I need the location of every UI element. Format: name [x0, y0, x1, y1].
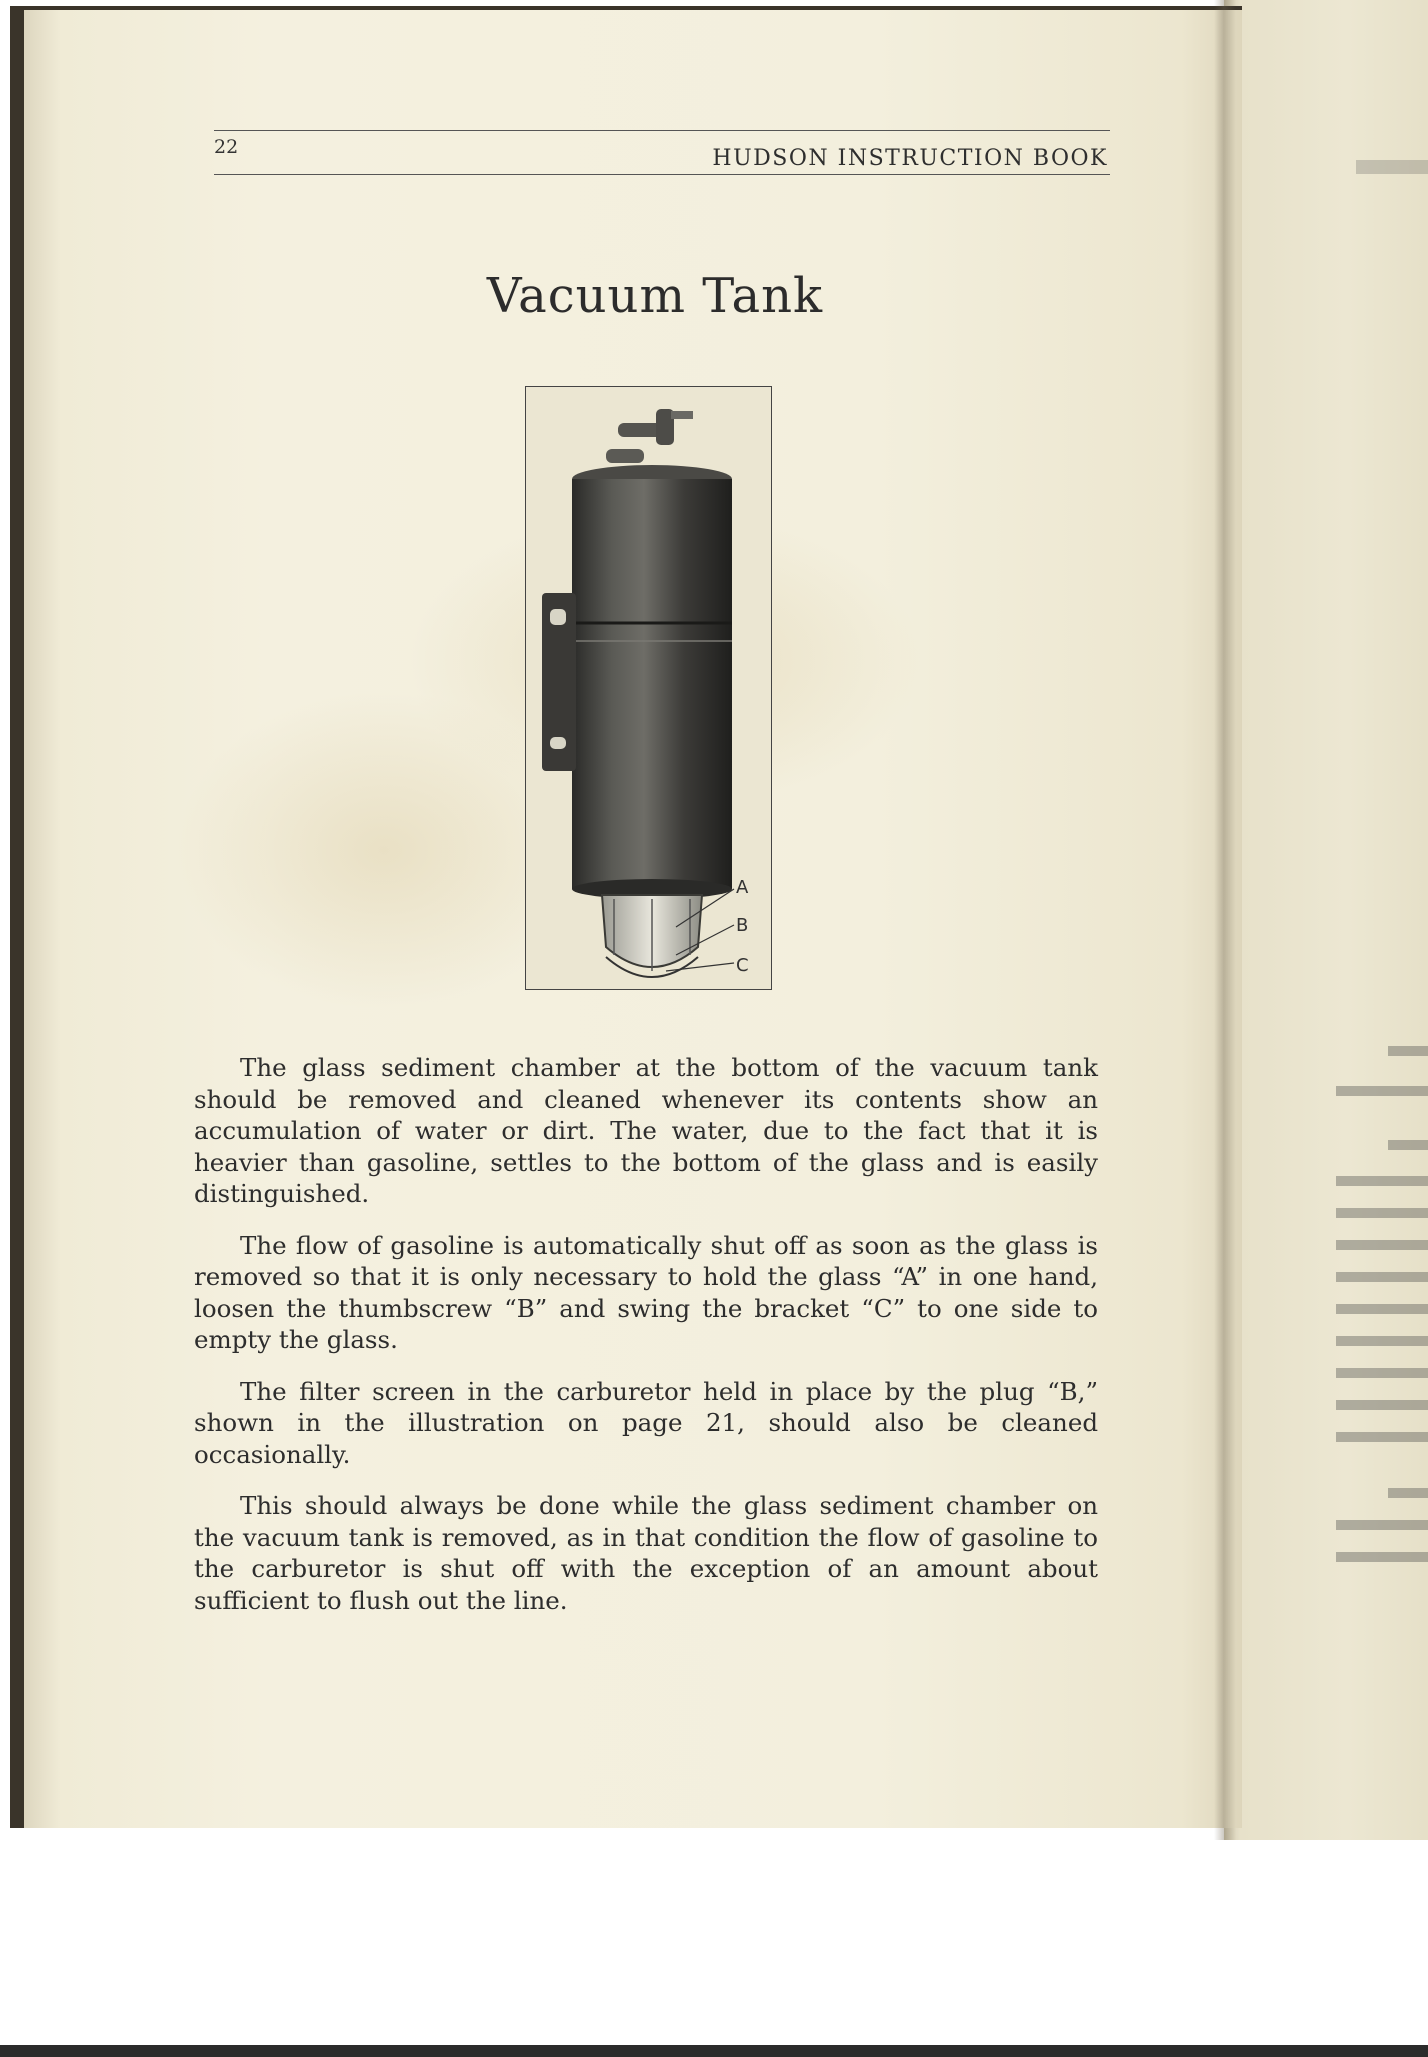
page-title: Vacuum Tank	[486, 268, 824, 324]
tank-body	[572, 479, 732, 889]
facing-page-line	[1336, 1336, 1428, 1346]
body-text	[194, 1052, 1098, 1636]
vacuum-tank-drawing	[526, 387, 773, 991]
facing-page-line	[1388, 1488, 1428, 1498]
facing-page-line	[1336, 1304, 1428, 1314]
facing-page-line	[1388, 1046, 1428, 1056]
leader-line-c	[666, 963, 734, 971]
facing-page-line	[1336, 1400, 1428, 1410]
paragraph-2: The flow of gasoline is automatically shut off as soon as the glass is removed so that it is only necessary to hold the glass “A” in one hand, loosen the thumbscrew “B” and swing the bracket “C” to one side to empty the glass.	[194, 1230, 1098, 1354]
vacuum-tank-illustration	[525, 386, 772, 990]
label-b: B	[736, 915, 749, 936]
label-c: C	[736, 955, 749, 976]
header-rule-top	[214, 130, 1110, 131]
facing-page-line	[1336, 1208, 1428, 1218]
bracket-hole	[550, 737, 566, 749]
book-spine-shadow	[1214, 0, 1236, 1840]
facing-page-header	[1356, 160, 1428, 174]
paragraph-3: The filter screen in the carburetor held in place by the plug “B,” shown in the illustration on page 21, should also be cleaned occasionally.	[194, 1376, 1098, 1469]
top-fitting-inlet	[606, 449, 644, 463]
facing-page-line	[1336, 1272, 1428, 1282]
paragraph-1: The glass sediment chamber at the bottom of the vacuum tank should be removed and cleaned whenever its contents show an accumulation of water or dirt. The water, due to the fact that it is heavier than gasoline, settles to the bottom of the glass and is easily distinguished.	[194, 1053, 1098, 1208]
facing-page-line	[1336, 1432, 1428, 1442]
page-number: 22	[214, 136, 239, 158]
facing-page-line	[1336, 1240, 1428, 1250]
running-head: HUDSON INSTRUCTION BOOK	[712, 146, 1108, 171]
facing-page-line	[1336, 1520, 1428, 1530]
facing-page	[1224, 0, 1428, 1840]
facing-page-line	[1336, 1086, 1428, 1096]
facing-page-line	[1336, 1176, 1428, 1186]
top-fitting-nozzle	[671, 411, 693, 419]
scan-edge	[0, 2045, 1428, 2057]
facing-page-line	[1336, 1552, 1428, 1562]
label-a: A	[736, 877, 749, 898]
header-rule-bottom	[214, 174, 1110, 175]
paragraph-4: This should always be done while the glass sediment chamber on the vacuum tank is removed, as in that condition the flow of gasoline to the carburetor is shut off with the exception of an amount about sufficient to flush out the line.	[194, 1491, 1098, 1615]
bracket-hole	[550, 609, 566, 625]
facing-page-line	[1388, 1140, 1428, 1150]
facing-page-line	[1336, 1368, 1428, 1378]
